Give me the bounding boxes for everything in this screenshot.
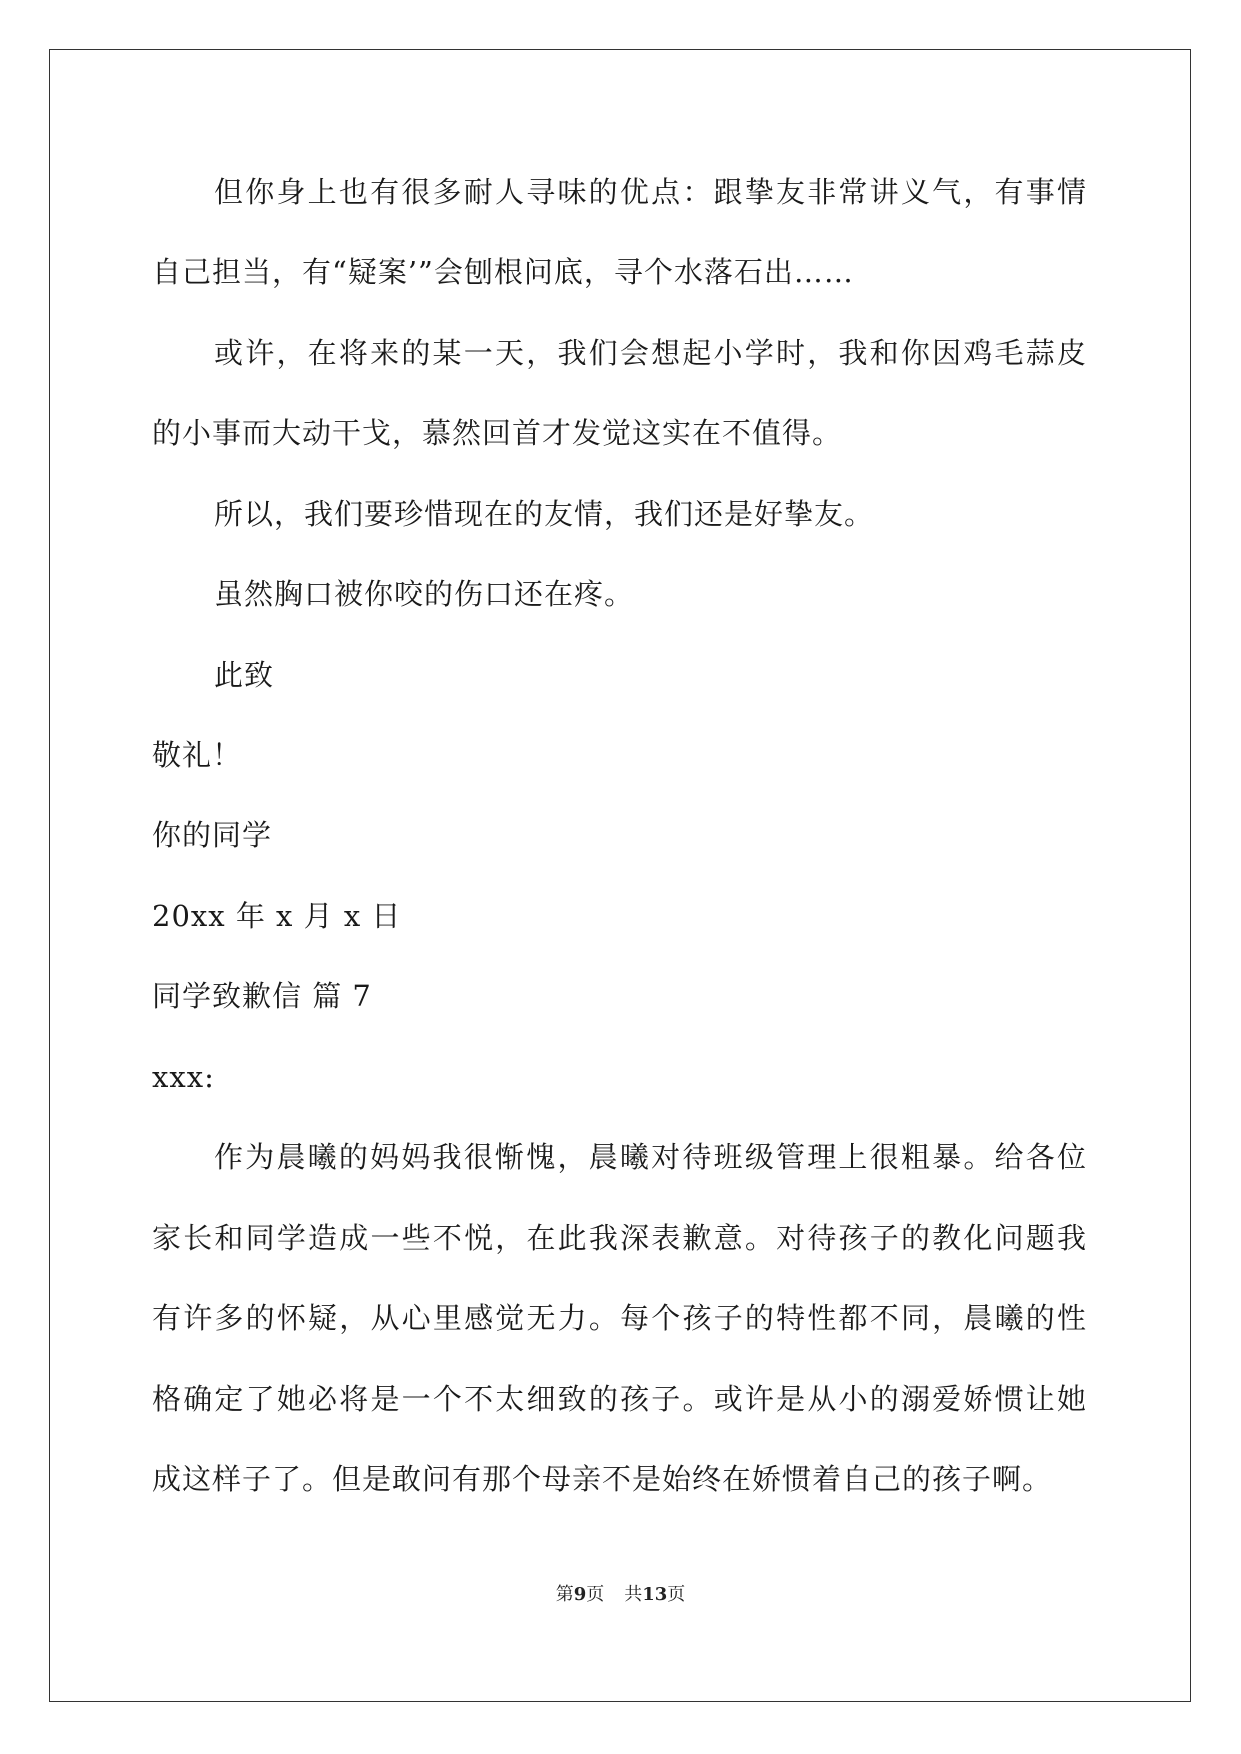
page-prefix: 第 xyxy=(555,1584,574,1605)
salutation-closing: 敬礼！ xyxy=(152,738,243,772)
paragraph-line: 家长和同学造成一些不悦，在此我深表歉意。对待孩子的教化问题我 xyxy=(152,1221,1087,1255)
page-suffix: 页 xyxy=(586,1584,605,1605)
section-title: 同学致歉信 篇 7 xyxy=(152,979,372,1013)
paragraph-line: 自己担当，有“疑案’”会刨根问底，寻个水落石出…… xyxy=(152,255,854,289)
date-line: 20xx 年 x 月 x 日 xyxy=(152,899,402,933)
total-prefix: 共 xyxy=(624,1584,643,1605)
paragraph-line: 作为晨曦的妈妈我很惭愧，晨曦对待班级管理上很粗暴。给各位 xyxy=(214,1140,1087,1174)
page-number: 9 xyxy=(573,1584,587,1605)
paragraph-line: 有许多的怀疑，从心里感觉无力。每个孩子的特性都不同，晨曦的性 xyxy=(152,1301,1087,1335)
signature: 你的同学 xyxy=(152,818,273,852)
total-pages: 13 xyxy=(642,1584,668,1605)
paragraph-line: 所以，我们要珍惜现在的友情，我们还是好挚友。 xyxy=(214,497,875,531)
page-footer xyxy=(0,1583,1241,1607)
page-border xyxy=(49,49,1191,1702)
closing-phrase: 此致 xyxy=(214,658,275,692)
paragraph-line: 格确定了她必将是一个不太细致的孩子。或许是从小的溺爱娇惯让她 xyxy=(152,1382,1087,1416)
paragraph-line: 成这样子了。但是敢问有那个母亲不是始终在娇惯着自己的孩子啊。 xyxy=(152,1462,1053,1496)
paragraph-line: 或许，在将来的某一天，我们会想起小学时，我和你因鸡毛蒜皮 xyxy=(214,336,1087,370)
paragraph-line: 但你身上也有很多耐人寻味的优点：跟挚友非常讲义气，有事情 xyxy=(214,175,1087,209)
recipient-line: xxx: xyxy=(152,1060,215,1094)
paragraph-line: 虽然胸口被你咬的伤口还在疼。 xyxy=(214,577,635,611)
paragraph-line: 的小事而大动干戈，慕然回首才发觉这实在不值得。 xyxy=(152,416,843,450)
total-suffix: 页 xyxy=(667,1584,686,1605)
